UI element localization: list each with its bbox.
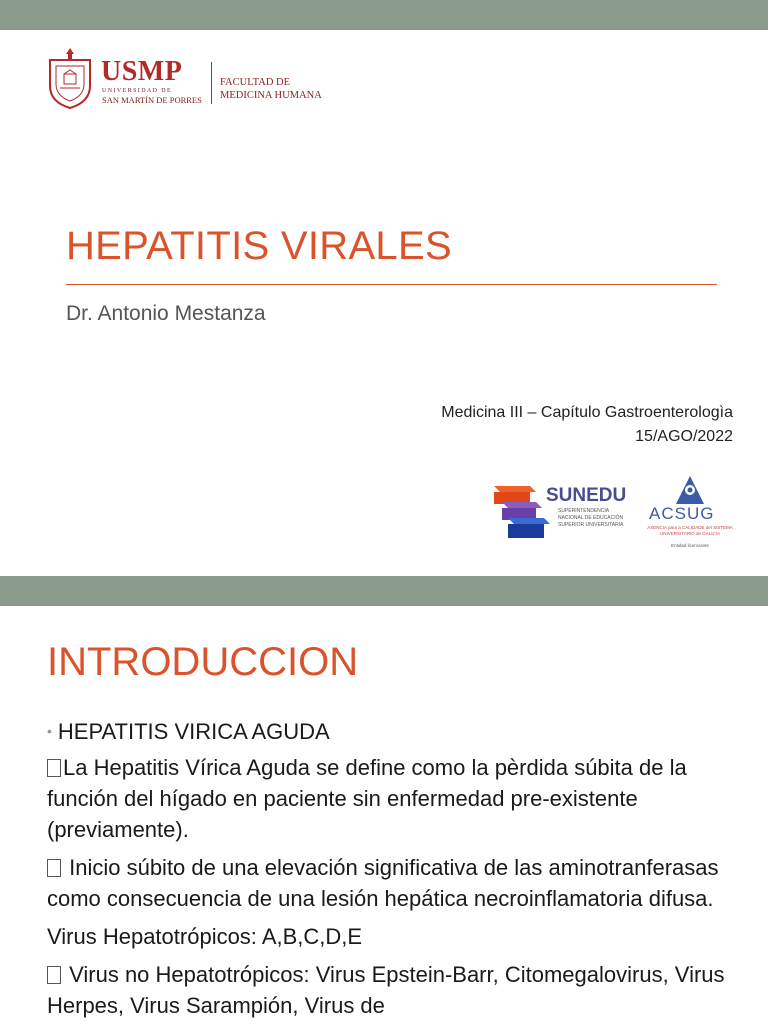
acsug-logo [645,474,735,552]
intro-title: INTRODUCCION [47,640,359,684]
separator-band [0,576,768,606]
sunedu-desc-3: SUPERIOR UNIVERSITARIA [558,522,624,528]
paragraph-2-text: Inicio súbito de una elevación significativa de las aminotranferasas como consecuencia de una lesión hepática necroinflamatoria difusa. [47,855,719,911]
usmp-name: USMP [101,56,183,87]
bullet-heading [47,714,737,749]
bullet-dot-icon: • [47,723,52,739]
sunedu-desc-1: SUPERINTENDENCIA [558,508,610,514]
usmp-logo [46,46,346,110]
sunedu-desc-2: NACIONAL DE EDUCACIÓN [558,515,624,521]
sunedu-logo [490,482,635,548]
course-info [441,401,733,449]
missing-glyph-icon [47,966,61,984]
title-rule [66,284,717,285]
faculty-line-1: FACULTAD DE [220,77,291,88]
faculty-line-2: MEDICINA HUMANA [220,90,322,101]
logo-divider [211,62,212,104]
usmp-crest-icon [46,46,94,110]
course-line-1: Medicina III – Capítulo Gastroenterologìa [441,404,733,421]
slide-title: HEPATITIS VIRALES [66,224,452,268]
missing-glyph-icon [47,759,61,777]
course-date: 15/AGO/2022 [635,428,733,445]
sunedu-blocks-icon [490,482,550,548]
sunedu-name: SUNEDU [546,485,627,506]
author-name: Dr. Antonio Mestanza [66,302,266,325]
paragraph-1 [47,752,737,845]
acsug-name: ACSUG [649,504,715,523]
paragraph-4 [47,959,737,1021]
top-band [0,0,768,30]
paragraph-1-text: La Hepatitis Vírica Aguda se define como la pèrdida súbita de la función del hígado en paciente sin enfermedad pre-existente (previamente). [47,755,687,842]
paragraph-4-text: Virus no Hepatotrópicos: Virus Epstein-Barr, Citomegalovirus, Virus Herpes, Virus Sarampión, Virus de [47,962,725,1018]
intro-content [47,714,737,1028]
faculty-name [220,76,322,102]
acsug-description: AXENCIA para a CALIDADE del SISTEMA UNIVERSITARIO de GALICIA [647,525,733,536]
usmp-subtitle-2: SAN MARTÍN DE PORRES [102,95,202,105]
missing-glyph-icon [47,859,61,877]
paragraph-3: Virus Hepatotrópicos: A,B,C,D,E [47,924,363,949]
paragraph-2 [47,852,737,914]
acsug-emblem-icon [670,474,710,506]
sunedu-description [558,508,623,529]
acsug-cert: Entidad licenciante [671,543,709,548]
bullet-heading-text: HEPATITIS VIRICA AGUDA [57,719,330,744]
usmp-subtitle-1: UNIVERSIDAD DE [102,88,173,94]
